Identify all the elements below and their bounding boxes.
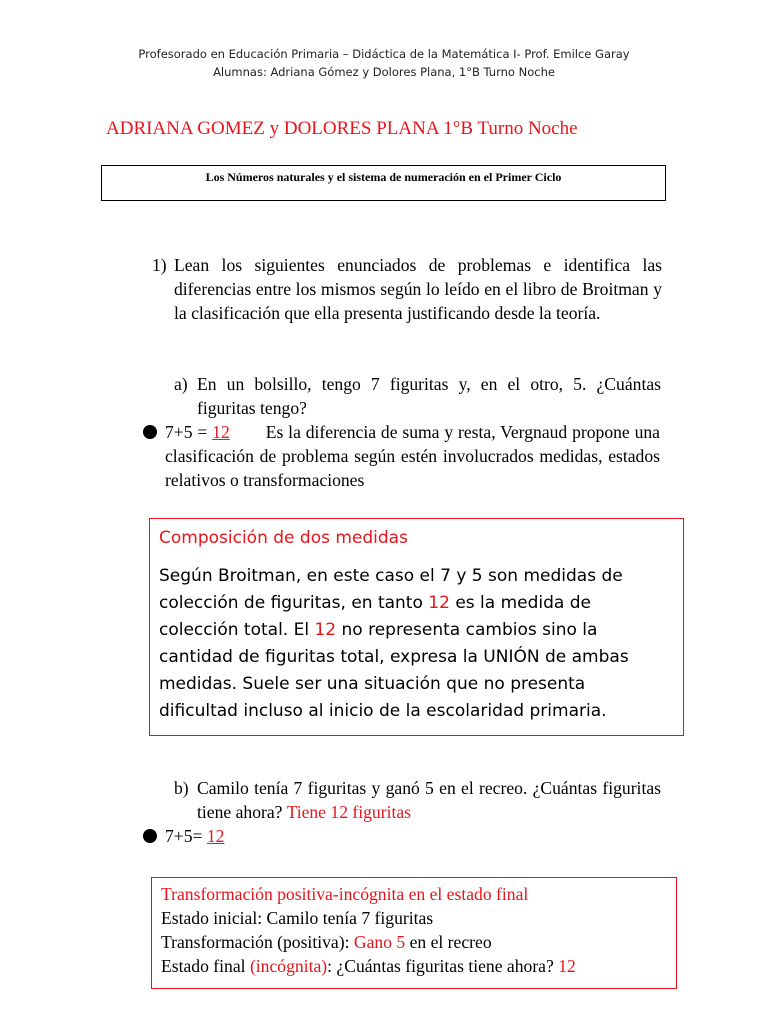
box-2-line-1: Estado inicial: Camilo tenía 7 figuritas	[161, 908, 434, 928]
box-2-line-2-value: Gano 5	[353, 932, 406, 952]
question-1-text: Lean los siguientes enunciados de problemas e identifica las diferencias entre los mismos según lo leído en el libro de Broitman y la clasificación que ella presenta justificando desde la teoría.	[174, 255, 662, 323]
classification-box-1	[149, 518, 684, 736]
box-2-line-3-unknown: (incógnita)	[249, 956, 328, 976]
question-number: 1)	[152, 255, 167, 275]
document-title-box	[101, 165, 666, 201]
answer-value: 12	[212, 422, 230, 442]
box-2-title: Transformación positiva-incógnita en el estado final	[161, 884, 529, 904]
box-2-line-2-label: Transformación (positiva):	[161, 932, 354, 952]
answer-value: 12	[206, 826, 225, 846]
answer-explanation: Es la diferencia de suma y resta, Vergnaud propone una clasificación de problema según estén involucrados medidas, estados relativos o transformaciones	[165, 422, 660, 490]
authors-title: ADRIANA GOMEZ y DOLORES PLANA 1°B Turno Noche	[106, 118, 578, 139]
item-b-letter: b)	[174, 778, 189, 798]
box-2-line-2	[161, 930, 676, 954]
item-a-letter: a)	[174, 374, 188, 394]
item-a-text: En un bolsillo, tengo 7 figuritas y, en el otro, 5. ¿Cuántas figuritas tengo?	[197, 374, 661, 418]
box-1-value-1: 12	[428, 593, 450, 613]
box-1-value-2: 12	[314, 620, 337, 640]
answer-expression: 7+5=	[165, 826, 207, 846]
item-b-question: Camilo tenía 7 figuritas y ganó 5 en el recreo. ¿Cuántas figuritas tiene ahora?	[197, 778, 661, 822]
box-1-text-1: Según Broitman, en este caso el 7 y 5 son medidas de colección de figuritas, en tanto	[159, 566, 623, 613]
bullet-icon	[143, 425, 157, 439]
classification-box-2	[151, 877, 677, 989]
box-2-line-3	[161, 954, 676, 978]
box-1-title: Composición de dos medidas	[159, 528, 408, 548]
box-1-body	[159, 563, 669, 725]
box-2-line-2-rest: en el recreo	[405, 932, 492, 952]
box-2-line-3-label: Estado final	[161, 956, 250, 976]
answer-expression: 7+5 =	[165, 422, 213, 442]
box-2-line-3-value: 12	[558, 956, 576, 976]
item-a-answer	[165, 420, 660, 492]
document-title: Los Números naturales y el sistema de numeración en el Primer Ciclo	[205, 170, 562, 184]
bullet-icon	[143, 829, 157, 843]
item-b-inline-answer: Tiene 12 figuritas	[286, 802, 412, 822]
header-line-2: Alumnas: Adriana Gómez y Dolores Plana, 1°B Turno Noche	[213, 65, 555, 79]
box-1-text-3: no representa cambios sino la cantidad de figuritas total, expresa la UNIÓN de ambas medidas. Suele ser una situación que no presenta dificultad incluso al inicio de la escolaridad primaria.	[159, 620, 629, 721]
item-b-answer	[165, 824, 224, 848]
box-2-line-3-question: : ¿Cuántas figuritas tiene ahora?	[327, 956, 559, 976]
box-1-text-2: es la medida de colección total. El	[159, 593, 591, 640]
header-line-1: Profesorado en Educación Primaria – Didáctica de la Matemática I- Prof. Emilce Garay	[138, 47, 630, 61]
item-b-text	[197, 776, 661, 824]
